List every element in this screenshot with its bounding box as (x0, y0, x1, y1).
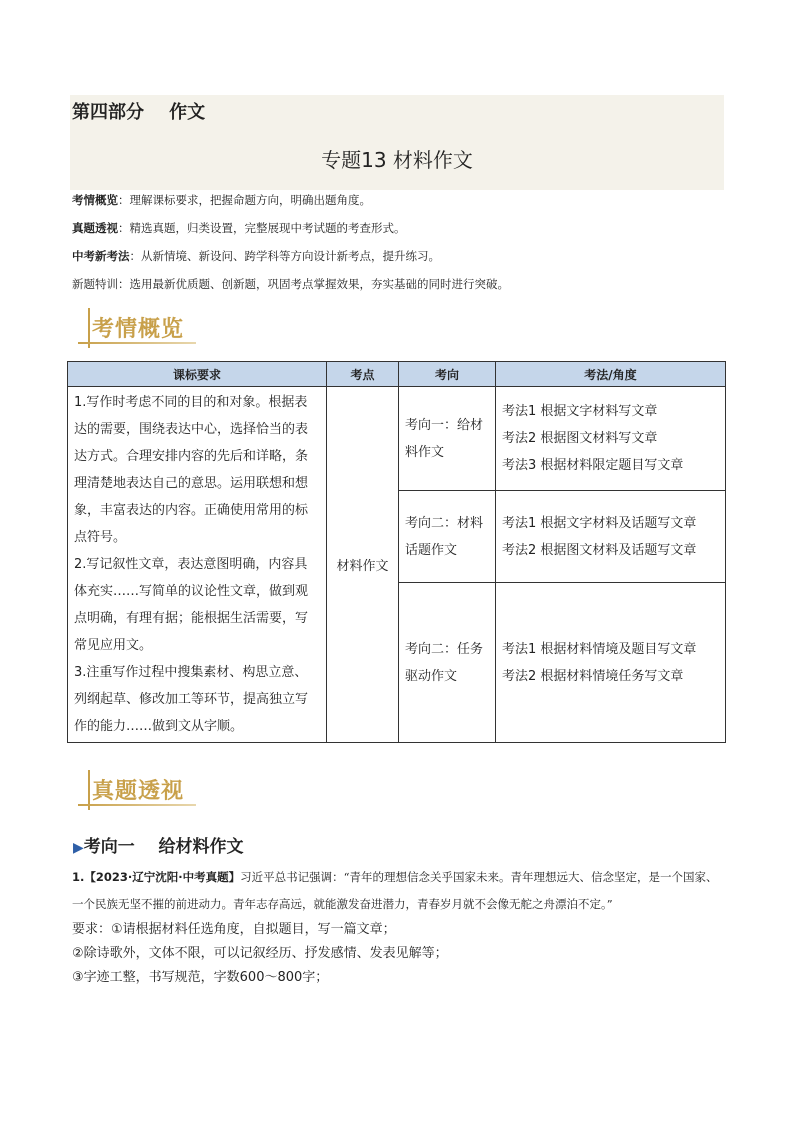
curriculum-paragraph: 1.写作时考虑不同的目的和对象。根据表达的需要，围绕表达中心，选择恰当的表达方式。合理安排内容的先后和详略，条理清楚地表达自己的意思。运用联想和想象，丰富表达的内容。正确使用常用的标点符号。 (74, 395, 309, 545)
intro-list (72, 190, 732, 302)
triangle-marker-icon: ▶ (73, 840, 84, 856)
heading-underline (78, 804, 196, 806)
intro-text: ：从新情境、新设问、跨学科等方向设计新考点，提升练习。 (129, 249, 440, 263)
curriculum-paragraph: 3.注重写作过程中搜集素材、构思立意、列纲起草、修改加工等环节，提高独立写作的能力……做到文从字顺。 (74, 665, 309, 734)
intro-label: 考情概览 (72, 193, 118, 207)
method-item: 考法2 根据图文材料写文章 (502, 431, 658, 446)
intro-line (72, 246, 732, 274)
requirement-line: ③字迹工整，书写规范，字数600～800字； (72, 970, 329, 985)
part-title: 第四部分 作文 (72, 102, 206, 123)
question-source: 【2023·辽宁沈阳·中考真题】 (84, 870, 241, 884)
method-item: 考法2 根据材料情境任务写文章 (502, 668, 684, 684)
intro-line (72, 218, 732, 246)
method-item: 考法1 根据文字材料写文章 (502, 404, 658, 419)
methods-cell (496, 387, 726, 491)
direction-heading (73, 832, 243, 857)
exam-point-cell: 材料作文 (327, 387, 399, 743)
direction-cell: 考向二：材料话题作文 (399, 491, 496, 583)
section-heading-text: 考情概览 (92, 317, 185, 342)
methods-cell (496, 491, 726, 583)
section-heading-real-exam (78, 770, 238, 812)
table-header: 考向 (399, 362, 496, 387)
intro-text: ：理解课标要求，把握命题方向，明确出题角度。 (118, 193, 371, 207)
table-row (68, 387, 726, 491)
question-number: 1. (72, 870, 85, 884)
curriculum-paragraph: 2.写记叙性文章，表达意图明确，内容具体充实……写简单的议论性文章，做到观点明确，有理有据；能根据生活需要，写常见应用文。 (74, 557, 309, 653)
method-item: 考法3 根据材料限定题目写文章 (502, 458, 684, 473)
direction-heading-text: 考向一 给材料作文 (83, 837, 244, 857)
intro-label: 新题特训 (72, 277, 118, 291)
question-material (72, 864, 722, 918)
requirements-table (67, 361, 726, 743)
method-item: 考法1 根据文字材料及话题写文章 (502, 515, 697, 531)
topic-title: 专题13 材料作文 (321, 148, 473, 172)
direction-cell: 考向一：给材料作文 (399, 387, 496, 491)
intro-line (72, 190, 732, 218)
section-heading-text: 真题透视 (92, 779, 185, 804)
question-block (72, 864, 722, 990)
direction-cell: 考向二：任务驱动作文 (399, 583, 496, 743)
question-material-text: 习近平总书记强调：“青年的理想信念关乎国家未来。青年理想远大、信念坚定，是一个国家、一个民族无坚不摧的前进动力。青年志存高远，就能激发奋进潜力，青春岁月就不会像无舵之舟漂泊不定。” (72, 870, 718, 911)
heading-underline (78, 342, 196, 344)
curriculum-cell (68, 387, 327, 743)
requirement-line: ②除诗歌外，文体不限，可以记叙经历、抒发感情、发表见解等； (72, 946, 448, 961)
methods-cell (496, 583, 726, 743)
table-header: 课标要求 (68, 362, 327, 387)
table-header-row (68, 362, 726, 387)
section-heading-overview (78, 308, 238, 350)
intro-text: ：选用最新优质题、创新题，巩固考点掌握效果，夯实基础的同时进行突破。 (118, 277, 509, 291)
intro-label: 真题透视 (72, 221, 118, 235)
requirement-line: 要求：①请根据材料任选角度，自拟题目，写一篇文章； (72, 922, 396, 937)
intro-text: ：精选真题，归类设置，完整展现中考试题的考查形式。 (118, 221, 406, 235)
intro-line (72, 274, 732, 302)
table-header: 考法/角度 (496, 362, 726, 387)
method-item: 考法1 根据材料情境及题目写文章 (502, 641, 697, 657)
table-header: 考点 (327, 362, 399, 387)
method-item: 考法2 根据图文材料及话题写文章 (502, 542, 697, 558)
intro-label: 中考新考法 (72, 249, 130, 263)
